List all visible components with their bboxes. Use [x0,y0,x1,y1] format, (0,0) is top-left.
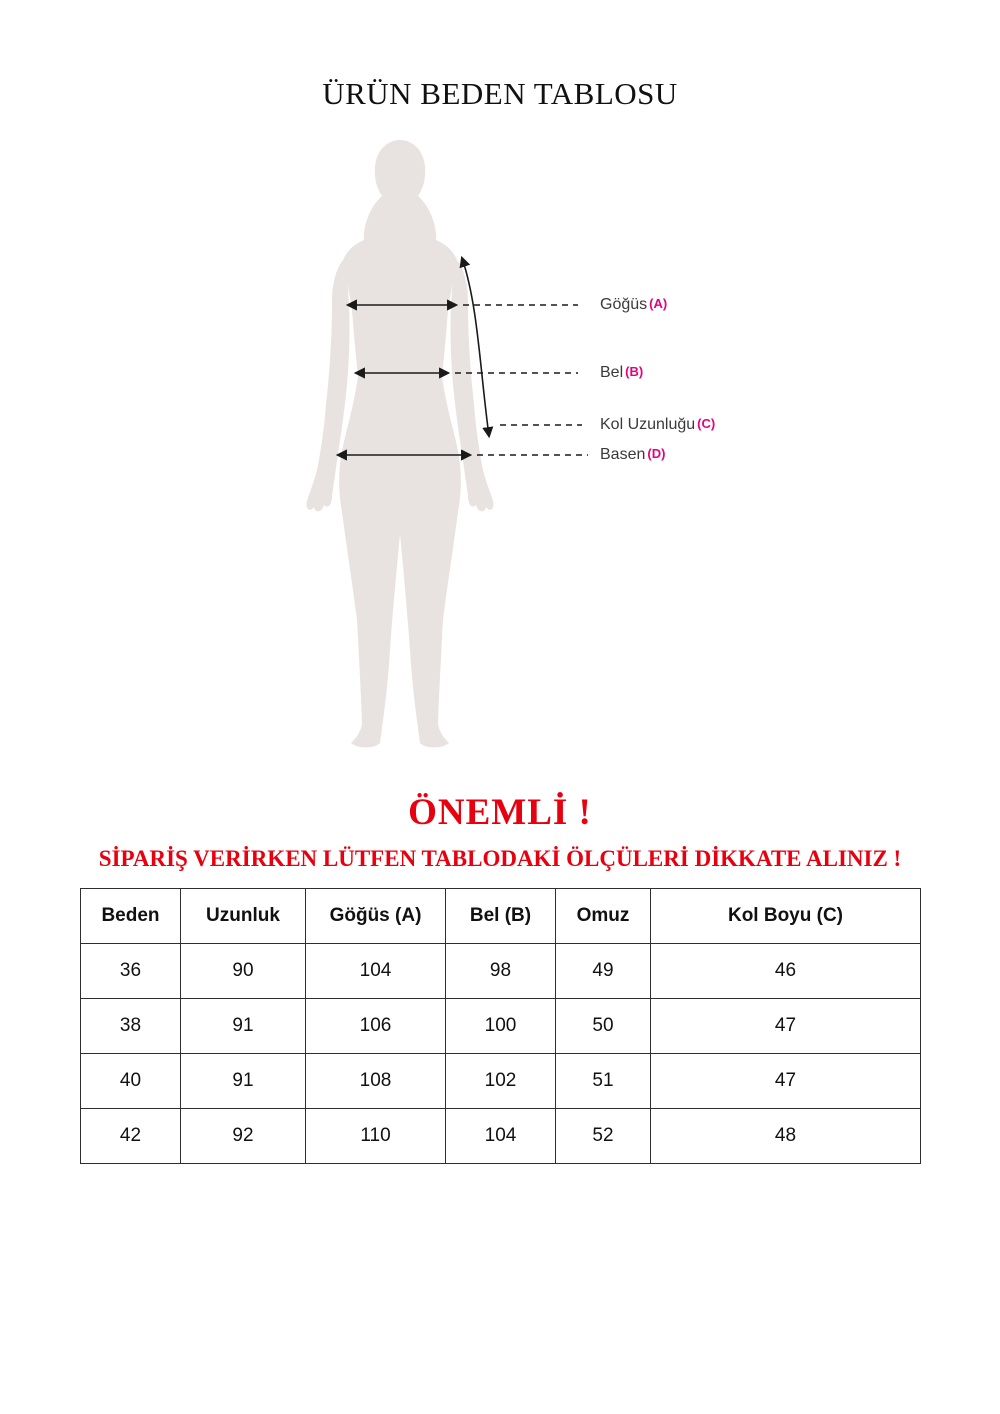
cell-gogus: 108 [306,1054,446,1109]
cell-kol-boyu: 47 [651,1054,921,1109]
cell-kol-boyu: 48 [651,1109,921,1164]
measure-label-text: Bel [600,364,624,381]
measure-label-marker: (C) [697,416,716,431]
cell-uzunluk: 91 [181,1054,306,1109]
cell-bel: 102 [446,1054,556,1109]
header-cell-beden: Beden [81,889,181,944]
cell-omuz: 50 [556,999,651,1054]
cell-beden: 38 [81,999,181,1054]
table-header-row [81,889,921,944]
measure-label-gogus [600,296,667,314]
table-row [81,999,921,1054]
cell-beden: 40 [81,1054,181,1109]
diagram-canvas [0,130,1000,770]
cell-omuz: 52 [556,1109,651,1164]
table-row [81,944,921,999]
header-cell-omuz: Omuz [556,889,651,944]
cell-kol-boyu: 46 [651,944,921,999]
silhouette-head [364,140,436,250]
cell-bel: 104 [446,1109,556,1164]
table-row [81,1109,921,1164]
cell-omuz: 49 [556,944,651,999]
measure-label-text: Basen [600,446,646,463]
cell-uzunluk: 90 [181,944,306,999]
cell-uzunluk: 91 [181,999,306,1054]
cell-gogus: 104 [306,944,446,999]
header-cell-bel: Bel (B) [446,889,556,944]
page-title: ÜRÜN BEDEN TABLOSU [322,76,678,111]
cell-beden: 42 [81,1109,181,1164]
cell-bel: 100 [446,999,556,1054]
warning-text: SİPARİŞ VERİRKEN LÜTFEN TABLODAKİ ÖLÇÜLERİ DİKKATE ALINIZ ! [98,846,902,871]
size-table [80,888,921,1164]
measure-label-text: Kol Uzunluğu [600,416,696,433]
measure-label-basen [600,446,665,464]
body-silhouette [307,140,494,748]
cell-kol-boyu: 47 [651,999,921,1054]
silhouette-torso-legs [339,234,461,748]
measure-label-kol [600,416,715,434]
cell-gogus: 106 [306,999,446,1054]
measurement-diagram [0,130,1000,770]
cell-omuz: 51 [556,1054,651,1109]
measure-label-text: Göğüs [600,296,648,313]
measure-label-marker: (B) [625,364,644,379]
measure-label-marker: (D) [647,446,666,461]
cell-beden: 36 [81,944,181,999]
measure-label-bel [600,364,643,382]
cell-bel: 98 [446,944,556,999]
cell-gogus: 110 [306,1109,446,1164]
measure-label-marker: (A) [649,296,668,311]
header-cell-kol-boyu: Kol Boyu (C) [651,889,921,944]
header-cell-gogus: Göğüs (A) [306,889,446,944]
table-row [81,1054,921,1109]
header-cell-uzunluk: Uzunluk [181,889,306,944]
important-heading: ÖNEMLİ ! [408,792,592,833]
cell-uzunluk: 92 [181,1109,306,1164]
